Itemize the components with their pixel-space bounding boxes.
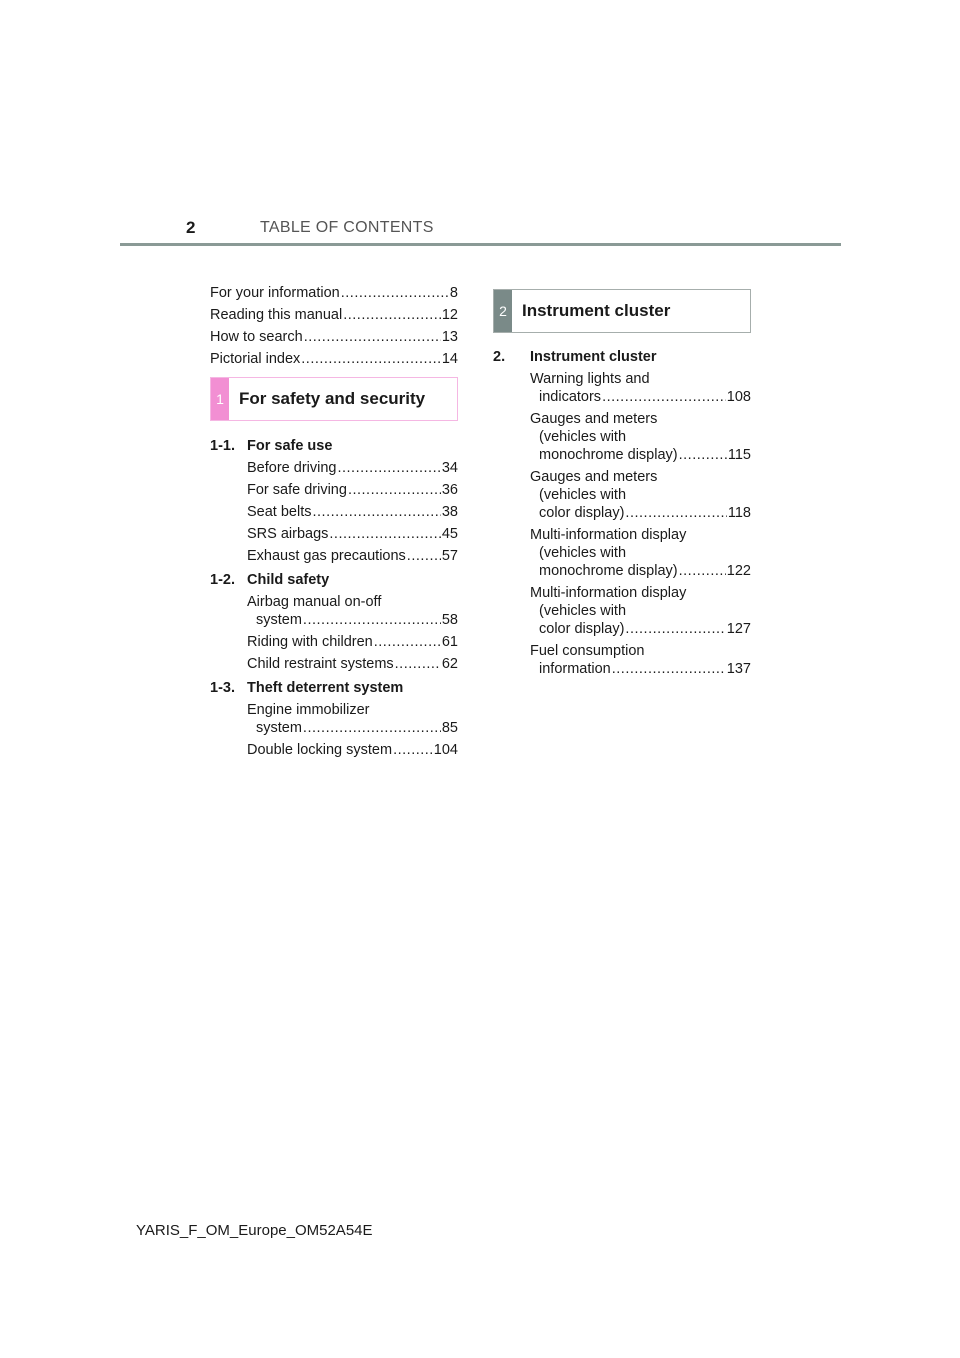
section-number: 1-3. xyxy=(210,680,235,696)
chapter-1-tab[interactable] xyxy=(210,377,458,421)
section-heading[interactable] xyxy=(210,679,458,697)
toc-line xyxy=(210,306,458,324)
section-items xyxy=(247,593,458,673)
header-rule xyxy=(120,243,841,246)
toc-line xyxy=(247,481,458,499)
toc-entry[interactable] xyxy=(210,328,458,346)
section-heading[interactable] xyxy=(210,437,458,455)
toc-line xyxy=(247,611,458,629)
page-number: 12 xyxy=(441,307,458,323)
entry-title: Multi-information display xyxy=(530,527,687,543)
page-number: 108 xyxy=(726,389,751,405)
page-number: 58 xyxy=(441,612,458,628)
toc-line xyxy=(247,741,458,759)
dot-leader xyxy=(303,611,441,629)
toc-line xyxy=(247,701,458,719)
section-heading[interactable] xyxy=(493,348,751,366)
toc-line xyxy=(247,525,458,543)
toc-entry[interactable] xyxy=(247,547,458,565)
dot-leader xyxy=(625,504,726,522)
section-title: Child safety xyxy=(247,572,330,588)
page-number: 62 xyxy=(441,656,458,672)
toc-line xyxy=(530,410,751,428)
entry-title: (vehicles with xyxy=(539,429,627,445)
toc-line xyxy=(530,468,751,486)
toc-line xyxy=(210,328,458,346)
toc-line xyxy=(530,486,751,504)
dot-leader xyxy=(625,620,725,638)
toc-line xyxy=(530,642,751,660)
entry-title: Reading this manual xyxy=(210,307,343,323)
toc-entry[interactable] xyxy=(247,503,458,521)
page-number: 13 xyxy=(441,329,458,345)
dot-leader xyxy=(679,446,727,464)
section-number: 1-1. xyxy=(210,438,235,454)
toc-line xyxy=(247,633,458,651)
dot-leader xyxy=(304,328,441,346)
toc-line xyxy=(210,284,458,302)
entry-title: system xyxy=(256,720,302,736)
page-number: 38 xyxy=(441,504,458,520)
toc-entry[interactable] xyxy=(247,593,458,629)
toc-entry[interactable] xyxy=(247,633,458,651)
page-number: 36 xyxy=(441,482,458,498)
page-number: 104 xyxy=(433,742,458,758)
entry-title: For your information xyxy=(210,285,340,301)
entry-title: For safe driving xyxy=(247,482,347,498)
dot-leader xyxy=(301,350,441,368)
toc-line xyxy=(530,620,751,638)
toc-entry[interactable] xyxy=(210,284,458,302)
footer-doc-id: YARIS_F_OM_Europe_OM52A54E xyxy=(136,1222,373,1239)
entry-title: Child restraint systems xyxy=(247,656,394,672)
toc-entry[interactable] xyxy=(247,525,458,543)
chapter-2-title: Instrument cluster xyxy=(522,301,671,320)
section-title: Instrument cluster xyxy=(530,349,657,365)
toc-line xyxy=(530,660,751,678)
entry-title: How to search xyxy=(210,329,303,345)
toc-line xyxy=(530,370,751,388)
page-header xyxy=(120,214,841,246)
entry-title: (vehicles with xyxy=(539,545,627,561)
toc-line xyxy=(247,459,458,477)
toc-entry[interactable] xyxy=(530,642,751,678)
entry-title: Fuel consumption xyxy=(530,643,645,659)
toc-line xyxy=(530,504,751,522)
page-number: 127 xyxy=(726,621,751,637)
dot-leader xyxy=(602,388,726,406)
toc-line xyxy=(530,428,751,446)
entry-title: Seat belts xyxy=(247,504,312,520)
page-number: 61 xyxy=(441,634,458,650)
toc-line xyxy=(247,503,458,521)
toc-line xyxy=(530,562,751,580)
entry-title: Gauges and meters xyxy=(530,411,658,427)
entry-title: information xyxy=(539,661,611,677)
page-number: 137 xyxy=(726,661,751,677)
toc-entry[interactable] xyxy=(247,701,458,737)
toc-line xyxy=(530,526,751,544)
page-number: 85 xyxy=(441,720,458,736)
page-number: 8 xyxy=(449,285,458,301)
chapter-1-title: For safety and security xyxy=(239,389,426,408)
intro-list xyxy=(210,284,458,368)
page-number: 115 xyxy=(727,447,751,463)
dot-leader xyxy=(612,660,726,678)
toc-entry[interactable] xyxy=(247,481,458,499)
section-items xyxy=(247,701,458,759)
toc-line xyxy=(210,350,458,368)
dot-leader xyxy=(348,481,441,499)
entry-title: system xyxy=(256,612,302,628)
toc-line xyxy=(247,655,458,673)
page-number: 45 xyxy=(441,526,458,542)
toc-line xyxy=(530,388,751,406)
section-number: 2. xyxy=(493,349,506,365)
entry-title: color display) xyxy=(539,505,625,521)
toc-line xyxy=(247,719,458,737)
entry-title: SRS airbags xyxy=(247,526,329,542)
toc-entry[interactable] xyxy=(210,350,458,368)
toc-entry[interactable] xyxy=(247,459,458,477)
dot-leader xyxy=(303,719,441,737)
dot-leader xyxy=(337,459,440,477)
page-number: 122 xyxy=(726,563,751,579)
section-items xyxy=(530,370,751,678)
chapter-1-sections xyxy=(210,437,458,759)
section-title: For safe use xyxy=(247,438,333,454)
toc-line xyxy=(247,547,458,565)
section-items xyxy=(247,459,458,565)
toc-entry[interactable] xyxy=(247,741,458,759)
chapter-2-number: 2 xyxy=(494,290,512,332)
entry-title: (vehicles with xyxy=(539,487,627,503)
toc-entry[interactable] xyxy=(247,655,458,673)
entry-title: Warning lights and xyxy=(530,371,650,387)
entry-title: indicators xyxy=(539,389,602,405)
toc-line xyxy=(530,446,751,464)
dot-leader xyxy=(341,284,449,302)
toc-entry[interactable] xyxy=(210,306,458,324)
entry-title: monochrome display) xyxy=(539,563,678,579)
toc-line xyxy=(530,602,751,620)
page-number: 2 xyxy=(186,218,196,237)
entry-title: Exhaust gas precautions xyxy=(247,548,406,564)
chapter-2-tab[interactable] xyxy=(493,289,751,333)
dot-leader xyxy=(393,741,433,759)
toc-entry[interactable] xyxy=(530,526,751,580)
entry-title: color display) xyxy=(539,621,625,637)
page-number: 118 xyxy=(727,505,751,521)
toc-line xyxy=(530,584,751,602)
right-column xyxy=(493,289,751,682)
entry-title: (vehicles with xyxy=(539,603,627,619)
header-title: TABLE OF CONTENTS xyxy=(260,219,434,236)
dot-leader xyxy=(407,547,441,565)
dot-leader xyxy=(313,503,441,521)
dot-leader xyxy=(329,525,440,543)
entry-title: Airbag manual on-off xyxy=(247,594,382,610)
entry-title: Riding with children xyxy=(247,634,373,650)
entry-title: Before driving xyxy=(247,460,337,476)
section-number: 1-2. xyxy=(210,572,235,588)
entry-title: Pictorial index xyxy=(210,351,301,367)
dot-leader xyxy=(343,306,441,324)
page-number: 57 xyxy=(441,548,458,564)
toc-entry[interactable] xyxy=(530,468,751,522)
entry-title: Multi-information display xyxy=(530,585,687,601)
toc-entry[interactable] xyxy=(530,370,751,406)
toc-entry[interactable] xyxy=(530,584,751,638)
section-title: Theft deterrent system xyxy=(247,680,404,696)
left-column xyxy=(210,284,458,763)
chapter-1-number: 1 xyxy=(211,378,229,420)
entry-title: Double locking system xyxy=(247,742,393,758)
toc-entry[interactable] xyxy=(530,410,751,464)
entry-title: Engine immobilizer xyxy=(247,702,370,718)
section-heading[interactable] xyxy=(210,571,458,589)
toc-line xyxy=(247,593,458,611)
chapter-2-sections xyxy=(493,348,751,678)
page-number: 34 xyxy=(441,460,458,476)
dot-leader xyxy=(679,562,726,580)
toc-line xyxy=(530,544,751,562)
dot-leader xyxy=(395,655,441,673)
page-number: 14 xyxy=(441,351,458,367)
entry-title: Gauges and meters xyxy=(530,469,658,485)
dot-leader xyxy=(374,633,441,651)
entry-title: monochrome display) xyxy=(539,447,678,463)
